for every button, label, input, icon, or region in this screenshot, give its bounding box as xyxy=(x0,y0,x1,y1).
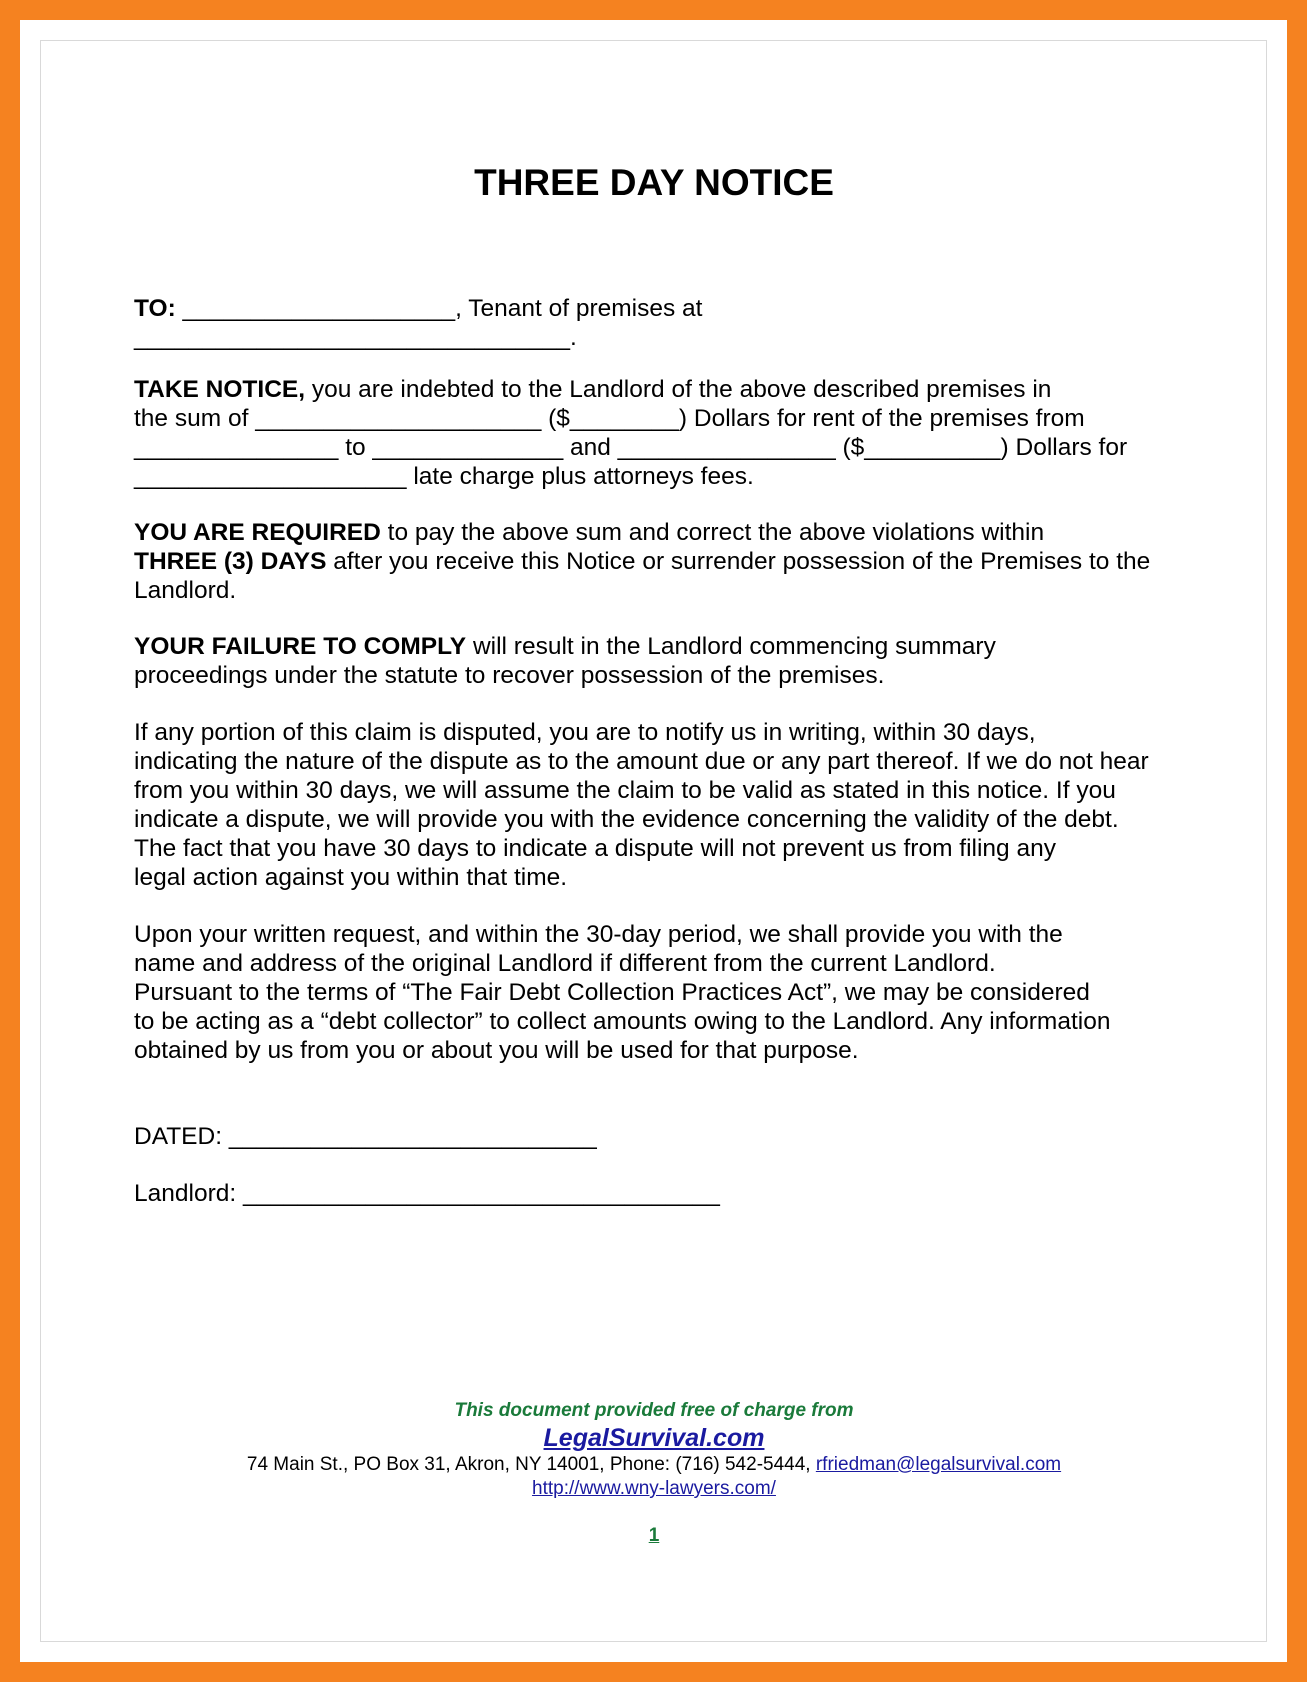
request-line: Upon your written request, and within the 30-day period, we shall provide you with the xyxy=(134,921,1063,948)
request-line: obtained by us from you or about you will be used for that purpose. xyxy=(134,1037,859,1064)
dispute-line: indicating the nature of the dispute as to the amount due or any part thereof. If we do not hear xyxy=(134,748,1149,775)
to-paragraph xyxy=(134,294,702,352)
to-line-2: ________________________________. xyxy=(134,324,577,351)
request-line: name and address of the original Landlord if different from the current Landlord. xyxy=(134,950,996,977)
footer-url-link[interactable]: http://www.wny-lawyers.com/ xyxy=(532,1478,776,1499)
request-line: Pursuant to the terms of “The Fair Debt Collection Practices Act”, we may be considered xyxy=(134,979,1090,1006)
dispute-line: The fact that you have 30 days to indicate a dispute will not prevent us from filing any xyxy=(134,835,1056,862)
failure-line-2: proceedings under the statute to recover possession of the premises. xyxy=(134,662,885,689)
take-notice-line-1: you are indebted to the Landlord of the above described premises in xyxy=(305,376,1052,403)
failure-line-1: will result in the Landlord commencing summary xyxy=(466,633,996,660)
page-number: 1 xyxy=(648,1525,660,1546)
request-paragraph xyxy=(134,920,1110,1065)
three-days-label: THREE (3) DAYS xyxy=(134,548,327,575)
required-paragraph xyxy=(134,518,1150,605)
dispute-line: legal action against you within that time. xyxy=(134,864,568,891)
take-notice-line-3: _______________ to ______________ and ________________ ($__________) Dollars for xyxy=(134,434,1128,461)
footer-address-text: 74 Main St., PO Box 31, Akron, NY 14001, Phone: (716) 542-5444, xyxy=(246,1454,816,1475)
to-label: TO: xyxy=(134,295,176,322)
footer-site-link[interactable]: LegalSurvival.com xyxy=(543,1424,765,1452)
dispute-line: from you within 30 days, we will assume the claim to be valid as stated in this notice. If you xyxy=(134,777,1116,804)
footer-email-link[interactable]: rfriedman@legalsurvival.com xyxy=(815,1454,1062,1475)
dispute-line: If any portion of this claim is disputed, you are to notify us in writing, within 30 days, xyxy=(134,719,1036,746)
take-notice-label: TAKE NOTICE, xyxy=(134,376,306,403)
dated-line: DATED: ___________________________ xyxy=(134,1123,597,1150)
required-line-1: to pay the above sum and correct the above violations within xyxy=(380,519,1045,546)
dispute-line: indicate a dispute, we will provide you with the evidence concerning the validity of the debt. xyxy=(134,806,1119,833)
footer-provided-text: This document provided free of charge from xyxy=(454,1400,854,1421)
dispute-paragraph xyxy=(134,718,1149,892)
landlord-line: Landlord: ___________________________________ xyxy=(134,1180,720,1207)
take-notice-line-4: ____________________ late charge plus attorneys fees. xyxy=(134,463,754,490)
document-title: THREE DAY NOTICE xyxy=(474,162,834,203)
take-notice-line-2: the sum of _____________________ ($________) Dollars for rent of the premises from xyxy=(134,405,1085,432)
failure-label: YOUR FAILURE TO COMPLY xyxy=(134,633,467,660)
required-label: YOU ARE REQUIRED xyxy=(134,519,381,546)
take-notice-paragraph xyxy=(134,375,1127,491)
required-line-2: after you receive this Notice or surrender possession of the Premises to the xyxy=(326,548,1151,575)
to-line-1: ____________________, Tenant of premises at xyxy=(175,295,703,322)
footer-address xyxy=(134,1454,1174,1476)
failure-paragraph xyxy=(134,632,996,690)
request-line: to be acting as a “debt collector” to collect amounts owing to the Landlord. Any information xyxy=(134,1008,1111,1035)
required-line-3: Landlord. xyxy=(134,577,237,604)
